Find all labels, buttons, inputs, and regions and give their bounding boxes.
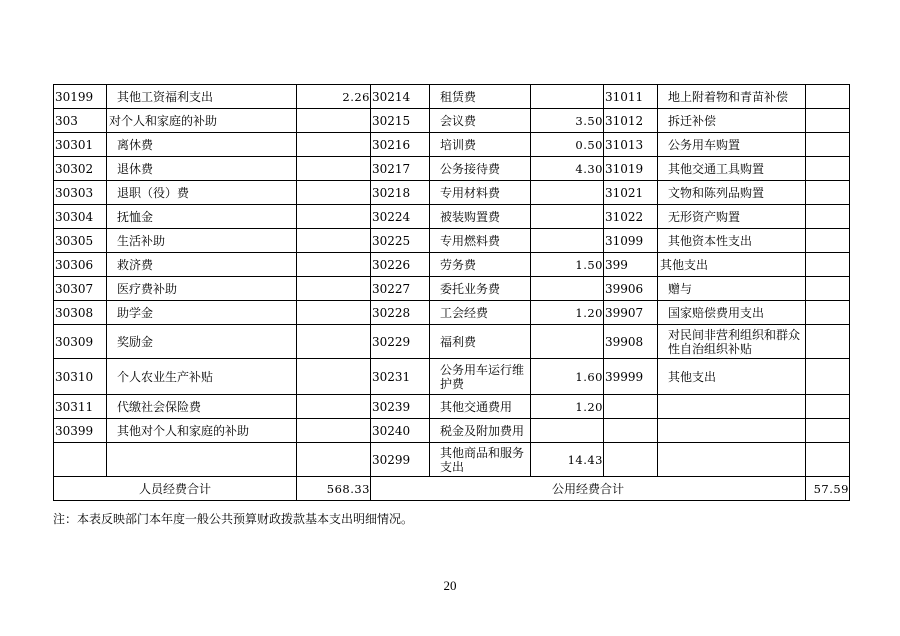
amount-cell-1 [297,359,371,395]
code-cell-2: 30299 [371,443,430,477]
amount-cell-2: 1.50 [531,253,604,277]
name-cell-3: 拆迁补偿 [658,109,806,133]
amount-cell-3 [806,253,850,277]
table-row [54,205,850,229]
expenditure-detail-table [53,84,850,501]
amount-cell-3 [806,109,850,133]
name-cell-1: 对个人和家庭的补助 [107,109,297,133]
code-cell-3 [604,395,658,419]
code-cell-2: 30227 [371,277,430,301]
table-row [54,419,850,443]
name-cell-2: 培训费 [430,133,531,157]
code-cell-3: 39906 [604,277,658,301]
table-row [54,229,850,253]
amount-cell-2: 1.60 [531,359,604,395]
public-total-label: 公用经费合计 [371,477,806,501]
code-cell-3: 31013 [604,133,658,157]
name-cell-1: 助学金 [107,301,297,325]
name-cell-3: 文物和陈列品购置 [658,181,806,205]
code-cell-1: 303 [54,109,107,133]
amount-cell-1 [297,301,371,325]
code-cell-2: 30231 [371,359,430,395]
amount-cell-2: 14.43 [531,443,604,477]
page-number: 20 [443,578,457,593]
amount-cell-1 [297,109,371,133]
name-cell-2: 委托业务费 [430,277,531,301]
amount-cell-2 [531,205,604,229]
name-cell-2: 税金及附加费用 [430,419,531,443]
code-cell-1: 30311 [54,395,107,419]
code-cell-1 [54,443,107,477]
code-cell-1: 30305 [54,229,107,253]
code-cell-2: 30225 [371,229,430,253]
name-cell-1: 生活补助 [107,229,297,253]
amount-cell-3 [806,85,850,109]
amount-cell-2 [531,325,604,359]
amount-cell-2 [531,181,604,205]
code-cell-1: 30306 [54,253,107,277]
table-row [54,85,850,109]
name-cell-3: 地上附着物和青苗补偿 [658,85,806,109]
code-cell-1: 30304 [54,205,107,229]
amount-cell-1 [297,133,371,157]
name-cell-2: 公务用车运行维护费 [430,359,531,395]
name-cell-2: 劳务费 [430,253,531,277]
name-cell-1: 抚恤金 [107,205,297,229]
name-cell-3: 其他资本性支出 [658,229,806,253]
code-cell-2: 30218 [371,181,430,205]
amount-cell-1 [297,325,371,359]
amount-cell-2: 3.50 [531,109,604,133]
amount-cell-1 [297,253,371,277]
table-row [54,395,850,419]
code-cell-3: 39999 [604,359,658,395]
name-cell-3: 国家赔偿费用支出 [658,301,806,325]
name-cell-2: 专用燃料费 [430,229,531,253]
amount-cell-1 [297,229,371,253]
code-cell-3: 39908 [604,325,658,359]
name-cell-2: 会议费 [430,109,531,133]
name-cell-2: 被装购置费 [430,205,531,229]
amount-cell-1 [297,181,371,205]
code-cell-2: 30240 [371,419,430,443]
name-cell-1: 个人农业生产补贴 [107,359,297,395]
name-cell-3 [658,443,806,477]
personnel-total-value: 568.33 [297,477,371,501]
amount-cell-2: 4.30 [531,157,604,181]
name-cell-2: 其他交通费用 [430,395,531,419]
code-cell-1: 30309 [54,325,107,359]
name-cell-3: 公务用车购置 [658,133,806,157]
amount-cell-2: 0.50 [531,133,604,157]
amount-cell-1 [297,205,371,229]
name-cell-1: 代缴社会保险费 [107,395,297,419]
name-cell-1: 奖励金 [107,325,297,359]
code-cell-3: 31012 [604,109,658,133]
amount-cell-3 [806,359,850,395]
amount-cell-2 [531,85,604,109]
name-cell-3: 其他交通工具购置 [658,157,806,181]
amount-cell-1 [297,395,371,419]
name-cell-1: 医疗费补助 [107,277,297,301]
amount-cell-2 [531,277,604,301]
table-row [54,181,850,205]
table-row [54,253,850,277]
code-cell-3 [604,443,658,477]
amount-cell-3 [806,395,850,419]
public-total-value: 57.59 [806,477,850,501]
amount-cell-1 [297,157,371,181]
amount-cell-2 [531,229,604,253]
name-cell-3 [658,395,806,419]
name-cell-3 [658,419,806,443]
code-cell-1: 30307 [54,277,107,301]
code-cell-1: 30310 [54,359,107,395]
code-cell-3: 39907 [604,301,658,325]
name-cell-1 [107,443,297,477]
totals-row [54,477,850,501]
table-row [54,109,850,133]
name-cell-1: 退休费 [107,157,297,181]
name-cell-2: 其他商品和服务支出 [430,443,531,477]
table-row [54,157,850,181]
name-cell-2: 租赁费 [430,85,531,109]
table-row [54,301,850,325]
code-cell-1: 30199 [54,85,107,109]
amount-cell-3 [806,133,850,157]
personnel-total-label: 人员经费合计 [54,477,297,501]
table-row [54,325,850,359]
amount-cell-1 [297,443,371,477]
amount-cell-2 [531,419,604,443]
amount-cell-3 [806,443,850,477]
code-cell-1: 30302 [54,157,107,181]
name-cell-2: 工会经费 [430,301,531,325]
amount-cell-3 [806,301,850,325]
code-cell-1: 30301 [54,133,107,157]
code-cell-3 [604,419,658,443]
amount-cell-1 [297,277,371,301]
name-cell-1: 退职（役）费 [107,181,297,205]
amount-cell-3 [806,157,850,181]
table-row [54,277,850,301]
code-cell-2: 30217 [371,157,430,181]
table-row [54,359,850,395]
amount-cell-1: 2.26 [297,85,371,109]
name-cell-2: 福利费 [430,325,531,359]
code-cell-2: 30215 [371,109,430,133]
code-cell-1: 30399 [54,419,107,443]
table-note: 注：本表反映部门本年度一般公共预算财政拨款基本支出明细情况。 [53,512,414,526]
code-cell-2: 30228 [371,301,430,325]
name-cell-2: 公务接待费 [430,157,531,181]
code-cell-1: 30308 [54,301,107,325]
name-cell-3: 其他支出 [658,359,806,395]
name-cell-1: 救济费 [107,253,297,277]
table-row [54,133,850,157]
amount-cell-3 [806,277,850,301]
name-cell-1: 其他对个人和家庭的补助 [107,419,297,443]
code-cell-2: 30229 [371,325,430,359]
amount-cell-3 [806,181,850,205]
amount-cell-3 [806,229,850,253]
amount-cell-1 [297,419,371,443]
amount-cell-3 [806,419,850,443]
code-cell-3: 31019 [604,157,658,181]
code-cell-2: 30239 [371,395,430,419]
amount-cell-3 [806,325,850,359]
code-cell-3: 31021 [604,181,658,205]
code-cell-3: 31099 [604,229,658,253]
name-cell-3: 赠与 [658,277,806,301]
code-cell-3: 31011 [604,85,658,109]
code-cell-2: 30216 [371,133,430,157]
code-cell-3: 399 [604,253,658,277]
table-row [54,443,850,477]
code-cell-1: 30303 [54,181,107,205]
amount-cell-2: 1.20 [531,395,604,419]
name-cell-3: 无形资产购置 [658,205,806,229]
name-cell-1: 其他工资福利支出 [107,85,297,109]
code-cell-2: 30214 [371,85,430,109]
amount-cell-2: 1.20 [531,301,604,325]
name-cell-3: 其他支出 [658,253,806,277]
name-cell-1: 离休费 [107,133,297,157]
code-cell-3: 31022 [604,205,658,229]
name-cell-2: 专用材料费 [430,181,531,205]
code-cell-2: 30226 [371,253,430,277]
name-cell-3: 对民间非营利组织和群众性自治组织补贴 [658,325,806,359]
code-cell-2: 30224 [371,205,430,229]
amount-cell-3 [806,205,850,229]
